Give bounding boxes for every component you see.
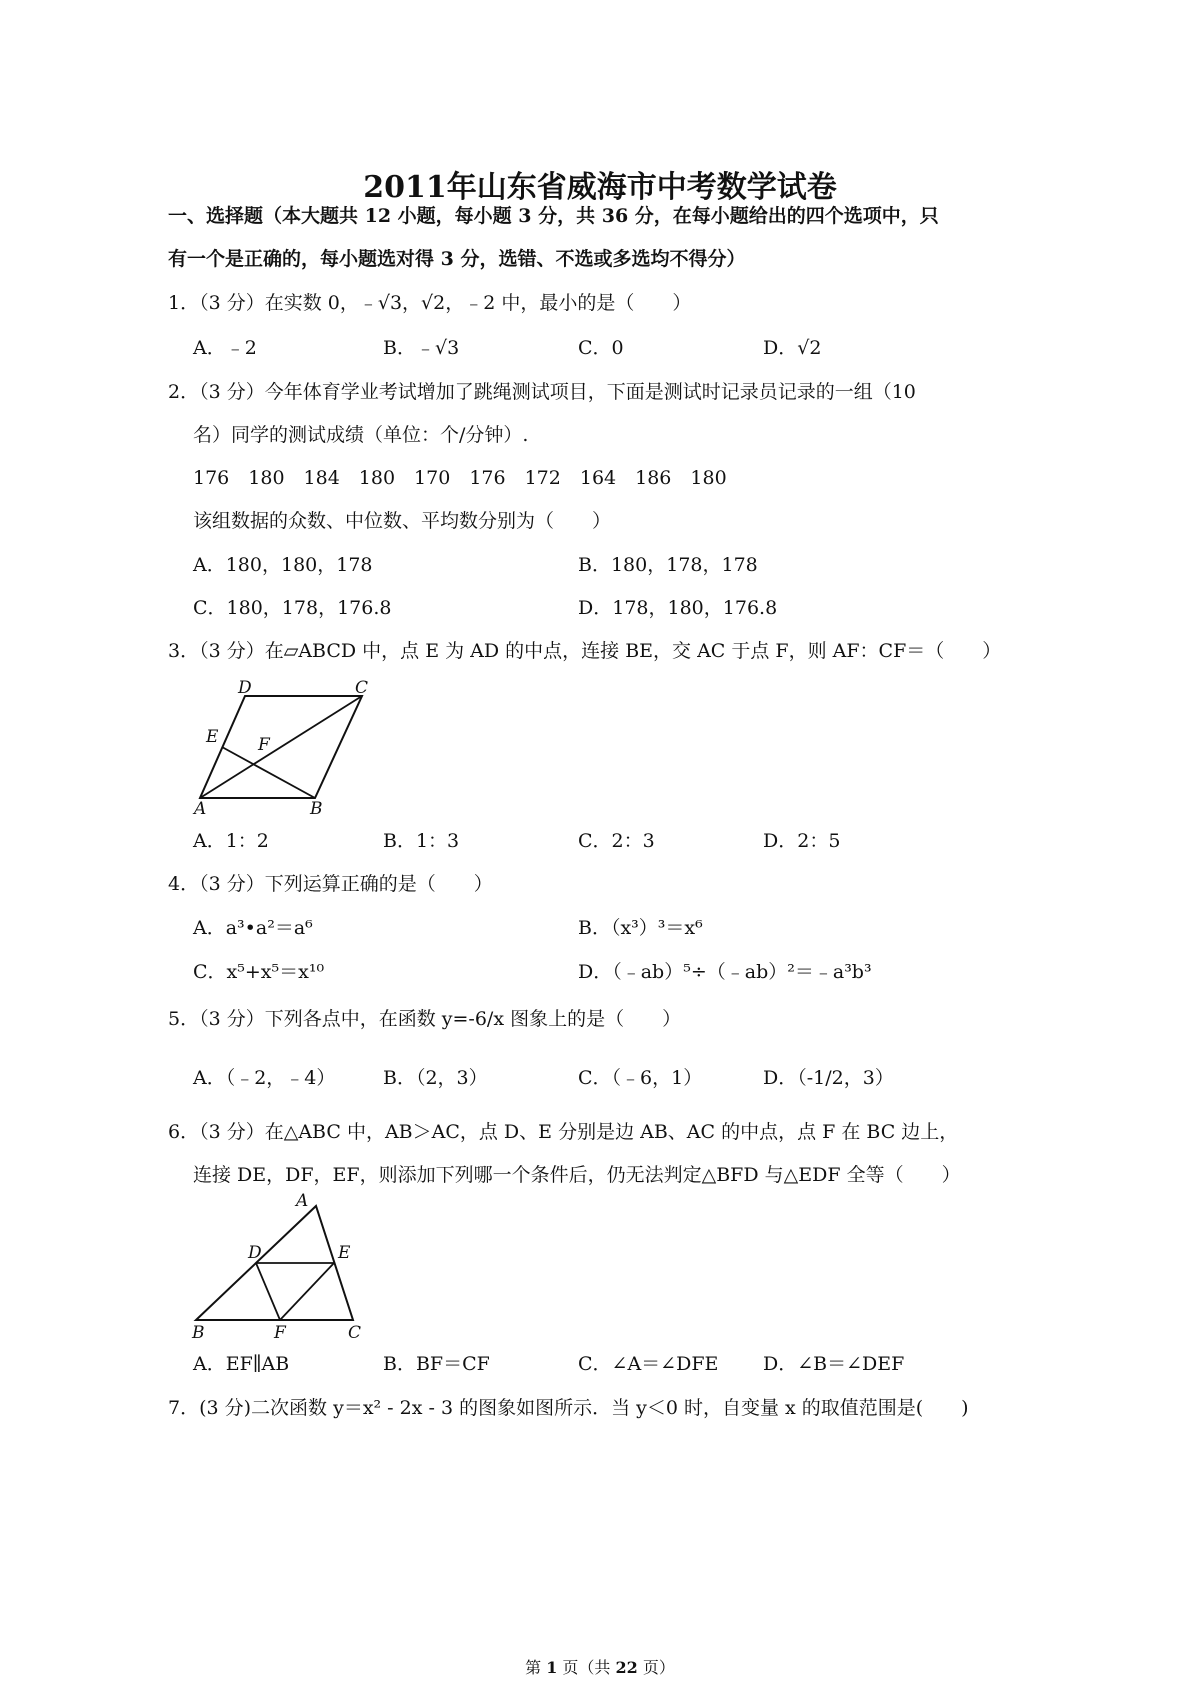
page-footer — [0, 1655, 1200, 1678]
footer-page-number: 1 — [546, 1658, 558, 1677]
label-d: D — [238, 678, 252, 698]
label-c: C — [348, 1323, 362, 1343]
segment-ef — [280, 1263, 334, 1320]
q6-option-a: A．EF∥AB — [193, 1353, 290, 1375]
q4-option-b: B．（x³）³＝x⁶ — [578, 917, 703, 939]
q6-option-c: C．∠A＝∠DFE — [578, 1353, 719, 1375]
q2-option-b: B．180，178，178 — [578, 554, 758, 576]
question-3-stem: 3．（3 分）在▱ABCD 中，点 E 为 AD 的中点，连接 BE，交 AC 于点 F，则 AF：CF＝（ ） — [168, 640, 1002, 662]
q4-option-c: C．x⁵+x⁵＝x¹⁰ — [193, 961, 325, 983]
q3-option-b: B．1：3 — [383, 830, 460, 852]
q3-option-a: A．1：2 — [193, 830, 269, 852]
q2-option-d: D．178，180，176.8 — [578, 597, 778, 619]
label-c: C — [355, 678, 369, 698]
label-d: D — [248, 1243, 262, 1263]
question-1-stem: 1．（3 分）在实数 0，﹣√3，√2，﹣2 中，最小的是（ ） — [168, 292, 692, 314]
parallelogram-figure — [190, 676, 380, 816]
q1-option-d: D．√2 — [763, 337, 822, 359]
q5-option-a: A．（﹣2，﹣4） — [193, 1067, 336, 1089]
label-e: E — [338, 1243, 351, 1263]
label-b: B — [310, 799, 323, 816]
footer-prefix: 第 — [525, 1658, 547, 1677]
q2-option-a: A．180，180，178 — [193, 554, 373, 576]
q5-option-b: B．（2，3） — [383, 1067, 488, 1089]
question-4-stem: 4．（3 分）下列运算正确的是（ ） — [168, 873, 493, 895]
q1-option-b: B．﹣√3 — [383, 337, 460, 359]
question-6-stem-line1: 6．（3 分）在△ABC 中，AB＞AC，点 D、E 分别是边 AB、AC 的中点，点 F 在 BC 边上， — [168, 1121, 959, 1143]
label-a: A — [194, 799, 207, 816]
label-b: B — [192, 1323, 205, 1343]
question-2-data-row: 176 180 184 180 170 176 172 164 186 180 — [193, 467, 727, 489]
q3-option-c: C．2：3 — [578, 830, 655, 852]
section-heading-line1: 一、选择题（本大题共 12 小题，每小题 3 分，共 36 分，在每小题给出的四个选项中，只 — [168, 205, 939, 227]
section-heading-line2: 有一个是正确的，每小题选对得 3 分，选错、不选或多选均不得分） — [168, 248, 746, 270]
label-e: E — [206, 727, 219, 747]
q6-option-b: B．BF＝CF — [383, 1353, 490, 1375]
q4-option-a: A．a³•a²＝a⁶ — [193, 917, 313, 939]
triangle-figure — [188, 1192, 378, 1344]
q1-option-a: A．﹣2 — [193, 337, 257, 359]
label-a: A — [296, 1192, 309, 1211]
q2-option-c: C．180，178，176.8 — [193, 597, 392, 619]
question-6-stem-line2: 连接 DE，DF，EF，则添加下列哪一个条件后，仍无法判定△BFD 与△EDF 全等（ ） — [193, 1164, 961, 1186]
q5-option-d: D．（-1/2，3） — [763, 1067, 894, 1089]
q5-option-c: C．（﹣6，1） — [578, 1067, 703, 1089]
q1-option-c: C．0 — [578, 337, 624, 359]
question-2-stem-line4: 该组数据的众数、中位数、平均数分别为（ ） — [193, 510, 612, 532]
segment-df — [256, 1263, 280, 1320]
q3-option-d: D．2：5 — [763, 830, 841, 852]
footer-total-pages: 22 — [615, 1658, 638, 1677]
label-f: F — [258, 735, 270, 755]
question-7-stem: 7．(3 分)二次函数 y＝x² - 2x - 3 的图象如图所示．当 y＜0 时，自变量 x 的取值范围是( ) — [168, 1397, 969, 1419]
footer-mid: 页（共 — [557, 1658, 616, 1677]
q6-option-d: D．∠B＝∠DEF — [763, 1353, 905, 1375]
question-2-stem-line2: 名）同学的测试成绩（单位：个/分钟）. — [193, 424, 529, 446]
q4-option-d: D．（﹣ab）⁵÷（﹣ab）²＝﹣a³b³ — [578, 961, 872, 983]
question-5-stem: 5．（3 分）下列各点中，在函数 y=-6/x 图象上的是（ ） — [168, 1008, 682, 1030]
label-f: F — [274, 1323, 286, 1343]
page-title: 2011年山东省威海市中考数学试卷 — [363, 170, 837, 205]
footer-suffix: 页） — [637, 1658, 675, 1677]
question-2-stem-line1: 2．（3 分）今年体育学业考试增加了跳绳测试项目，下面是测试时记录员记录的一组（10 — [168, 381, 916, 403]
